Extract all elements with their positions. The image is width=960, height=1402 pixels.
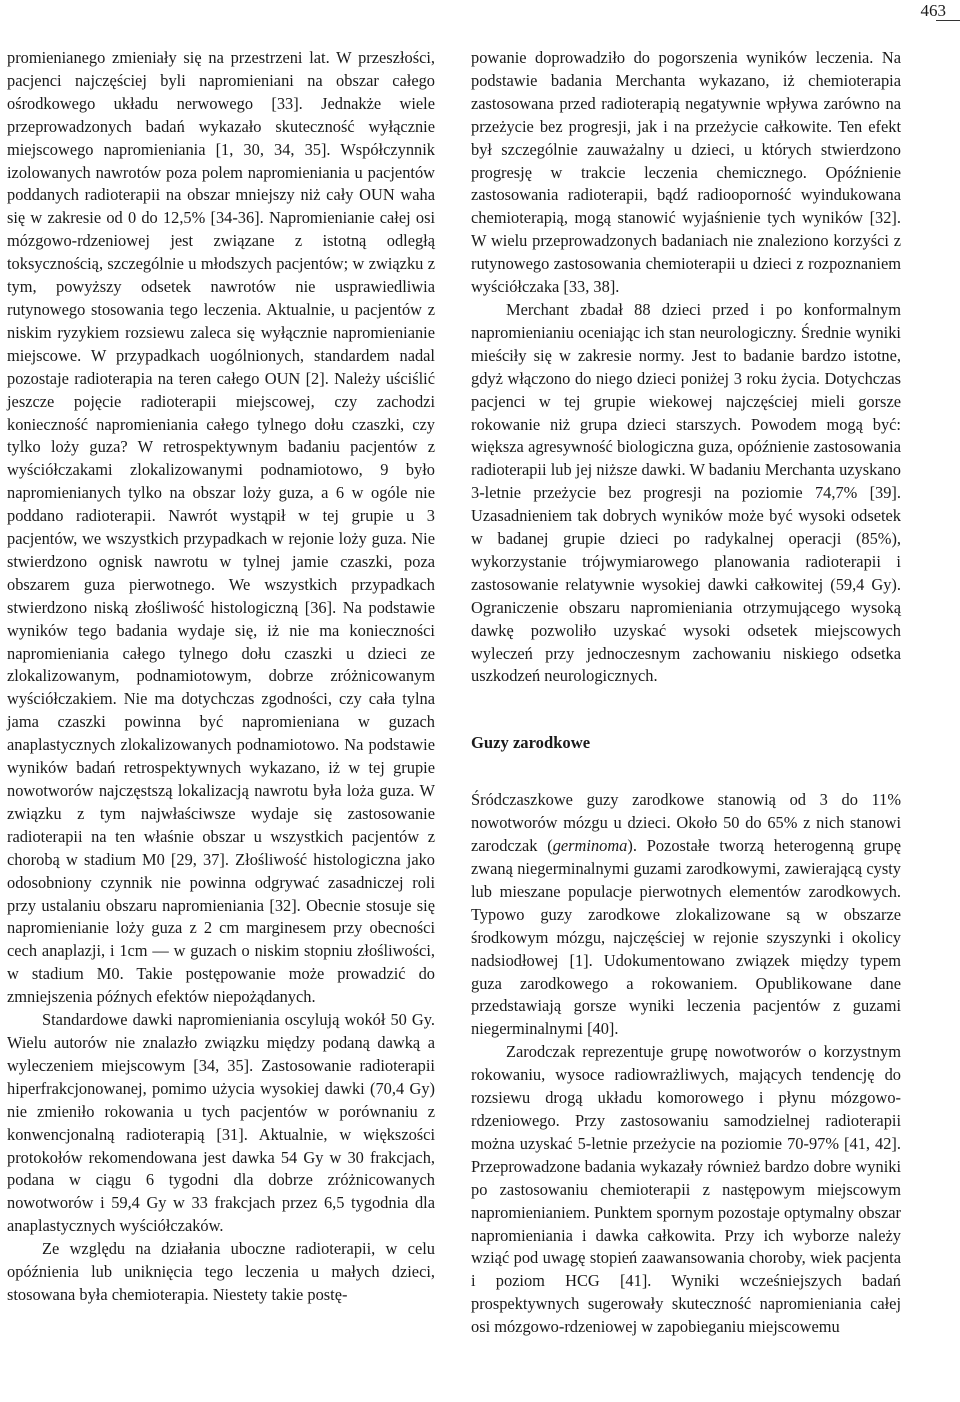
page-number: 463	[920, 1, 946, 20]
body-paragraph: Zarodczak reprezentuje grupę nowotworów o korzystnym rokowaniu, wysoce radiowrażliwych, mających tendencję do rozsiewu drogą układu komorowego i płynu mózgowo-rdzeniowego. Przy zastosowaniu samodzielnej radioterapii można uzyskać 5-letnie przeżycie na poziomie 70-97% [41, 42]. Przeprowadzone badania wykazały również bardzo dobre wyniki po zastosowaniu chemioterapii z następowym miejscowym napromienianiem. Punktem spornym pozostaje optymalny obszar napromieniania i dawka całkowita. Przy ich wyborze należy wziąć pod uwagę stopień zaawansowania choroby, wiek pacjenta i poziom HCG [41]. Wyniki wcześniejszych badań prospektywnych sugerowały skuteczność napromieniania całej osi mózgowo-rdzeniowej w zapobieganiu miejscowemu	[471, 1042, 901, 1337]
left-column	[7, 47, 435, 1307]
section-heading: Guzy zarodkowe	[471, 733, 591, 753]
text-run: Śródczaszkowe guzy zarodkowe stanowią od 3 do 11% nowotworów mózgu u dzieci. Około 50 do 65% z nich stanowi zarodczak (	[471, 790, 901, 856]
body-paragraph: Merchant zbadał 88 dzieci przed i po konformalnym napromienianiu oceniając ich stan neurologiczny. Średnie wyniki mieściły się w zakresie normy. Jest to badanie bardzo istotne, gdyż włączono do niego dzieci poniżej 3 roku życia. Dotychczas pacjenci w tej grupie wiekowej najczęściej mieli gorsze rokowanie niż grupa dzieci starszych. Powodem mogą być: większa agresywność biologiczna guza, opóźnienie zastosowania radioterapii lub jej niższe dawki. W badaniu Merchanta uzyskano 3-letnie przeżycie bez progresji na poziomie 74,7% [39]. Uzasadnieniem tak dobrych wyników może być wysoki odsetek w badanej grupie dzieci po radykalnej operacji (85%), wykorzystanie trójwymiarowego planowania radioterapii i zastosowanie relatywnie wysokiej dawki całkowitej (59,4 Gy). Ograniczenie obszaru napromieniania otrzymującego wysoką dawkę pozwoliło uzyskać wysoki odsetek miejscowych wyleczeń przy jednoczesnym zachowaniu niskiego odsetka uszkodzeń neurologicznych.	[471, 299, 901, 686]
text-run: ). Pozostałe tworzą heterogenną grupę zwaną niegerminalnymi guzami zarodkowymi, zawierającą cysty lub mieszane populacje pierwotnych elementów zarodkowych. Typowo guzy zarodkowe zlokalizowane są w obszarze środkowym mózgu, najczęściej w rejonie szyszynki i okolicy nadsiodłowej [1]. Udokumentowano związek między typem guza zarodkowego a rokowaniem. Opublikowane dane przedstawiają gorsze wyniki leczenia pacjentów z guzami niegerminalnymi [40].	[471, 836, 902, 1039]
body-paragraph: powanie doprowadziło do pogorszenia wyników leczenia. Na podstawie badania Merchanta wykazano, iż chemioterapia zastosowana przed radioterapią negatywnie wpływa zarówno na przeżycie bez progresji, jak i na przeżycie całkowite. Ten efekt był szczególnie zauważalny u dzieci, u których stwierdzono progresję w trakcie leczenia chemicznego. Opóźnienie zastosowania radioterapii, bądź radiooporność wyindukowana chemioterapią, mogą stanowić wyjaśnienie tych wyników [32]. W wielu przeprowadzonych badaniach nie znaleziono korzyści z rutynowego zastosowania chemioterapii u dzieci z rozpoznaniem wyściółczaka [33, 38].	[471, 48, 901, 297]
body-paragraph	[471, 789, 901, 1041]
emphasis-term: germinoma	[552, 836, 628, 856]
body-paragraph: promienianego zmieniały się na przestrzeni lat. W przeszłości, pacjenci najczęściej byli napromieniani na obszar całego ośrodkowego układu nerwowego [33]. Jednakże wiele przeprowadzonych badań wykazało skuteczność wyłącznie miejscowego napromieniania [1, 30, 34, 35]. Współczynnik izolowanych nawrotów poza polem napromieniania u pacjentów poddanych radioterapii na obszar mniejszy niż cały OUN waha się w zakresie od 0 do 12,5% [34-36]. Napromienianie całej osi mózgowo-rdzeniowej jest związane z istotną odległą toksycznością, szczególnie u młodszych pacjentów; w związku z tym, powyższy odsetek nawrotów nie usprawiedliwia rutynowego stosowania tego leczenia. Aktualnie, u pacjentów z niskim ryzykiem rozsiewu zaleca się wyłącznie napromienianie miejscowe. W przypadkach uogólnionych, standardem nadal pozostaje radioterapia na teren całego OUN [2]. Należy uściślić jeszcze pojęcie radioterapii miejscowej, czy zachodzi konieczność napromieniania całego tylnego dołu czaszki, czy tylko loży guza? W retrospektywnym badaniu pacjentów z wyściółczakami zlokalizowanymi podnamiotowo, 9 było napromienianych tylko na obszar loży guza, a 6 w ogóle nie poddano radioterapii. Nawrót wystąpił w tej grupie u 3 pacjentów, we wszystkich przypadkach w rejonie loży guza. Nie stwierdzono ognisk nawrotu w tylnej jamie czaszki, poza obszarem guza pierwotnego. We wszystkich przypadkach stwierdzono niską złośliwość histologiczną [36]. Na podstawie wyników tego badania wydaje się, iż nie ma konieczności napromieniania całego tylnego dołu czaszki u dzieci ze zlokalizowanym, podnamiotowym, dobrze zróżnicowanym wyściółczakiem. Nie ma dotychczas zgodności, czy cała tylna jama czaszki powinna być napromieniana w guzach anaplastycznych zlokalizowanych podnamiotowo. Na podstawie wyników badań retrospektywnych wykazano, iż w tej grupie nowotworów najczęstszą lokalizacją nawrotu była loża guza. W związku z tym najwłaściwsze wydaje się zastosowanie radioterapii na ten właśnie obszar u wszystkich pacjentów z chorobą w stadium M0 [29, 37]. Złośliwość histologiczna jako odosobniony czynnik nie powinna odgrywać zasadniczej roli przy ustalaniu obszaru napromieniania [32]. Obecnie stosuje się napromienianie loży guza z 2 cm marginesem przy obecności cech anaplazji, i 1cm — w guzach o niskim stopniu złośliwości, w stadium M0. Takie postępowanie może prowadzić do zmniejszenia późnych efektów niepożądanych.	[7, 48, 435, 1007]
header-rule	[936, 20, 960, 21]
body-paragraph: Ze względu na działania uboczne radioterapii, w celu opóźnienia lub uniknięcia tego leczenia u małych dzieci, stosowana była chemioterapia. Niestety takie postę-	[7, 1239, 435, 1304]
right-column	[471, 47, 901, 1339]
body-paragraph: Standardowe dawki napromieniania oscylują wokół 50 Gy. Wielu autorów nie znalazło związku między podaną dawką a wyleczeniem miejscowym [34, 35]. Zastosowanie radioterapii hiperfrakcjonowanej, pomimo użycia wysokiej dawki (70,4 Gy) nie zmieniło rokowania u tych pacjentów w porównaniu z konwencjonalną radioterapią [31]. Aktualnie, w większości protokołów rekomendowana jest dawka 54 Gy w 30 frakcjach, podana w ciągu 6 tygodni dla dobrze zróżnicowanych nowotworów i 59,4 Gy w 33 frakcjach przez 6,5 tygodnia dla anaplastycznych wyściółczaków.	[7, 1010, 435, 1236]
